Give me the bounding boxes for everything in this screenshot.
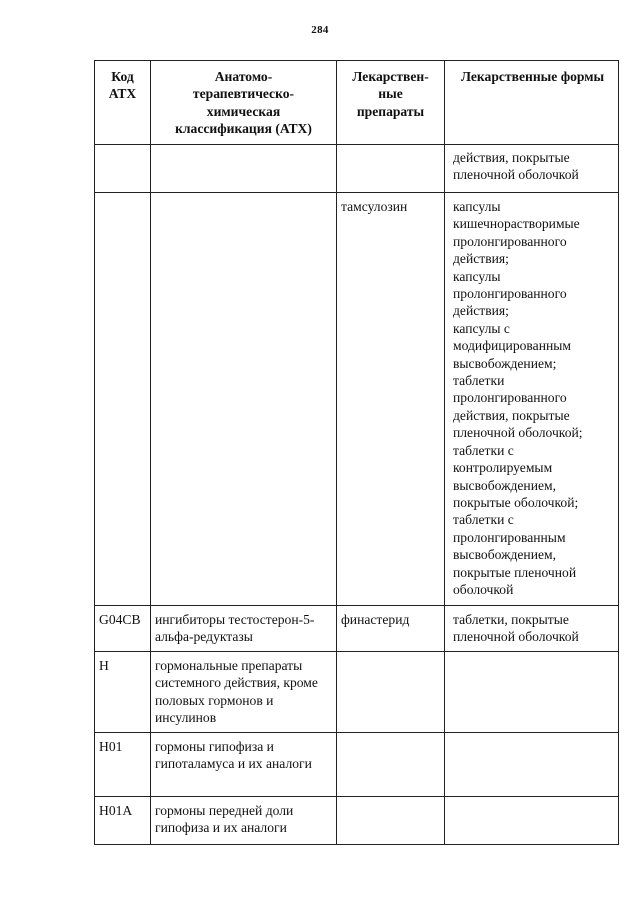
header-forms: Лекарственные формы <box>445 61 619 145</box>
cell-code <box>95 145 151 193</box>
table-row <box>95 733 619 797</box>
cell-drug <box>337 145 445 193</box>
cell-drug: тамсулозин <box>337 193 445 606</box>
page-number: 284 <box>311 24 329 36</box>
cell-code: H01 <box>95 733 151 797</box>
cell-forms <box>445 733 619 797</box>
header-classification: Анатомо-терапевтическо-химическая классификация (АТХ) <box>151 61 337 145</box>
table-row <box>95 797 619 845</box>
cell-drug <box>337 652 445 733</box>
cell-classification: ингибиторы тестостерон-5-альфа-редуктазы <box>151 606 337 652</box>
table-row <box>95 652 619 733</box>
cell-drug <box>337 733 445 797</box>
cell-forms <box>445 652 619 733</box>
cell-classification <box>151 145 337 193</box>
header-drugs: Лекарствен-ные препараты <box>337 61 445 145</box>
cell-code: H01A <box>95 797 151 845</box>
cell-forms: таблетки, покрытые пленочной оболочкой <box>445 606 619 652</box>
cell-drug <box>337 797 445 845</box>
cell-drug: финастерид <box>337 606 445 652</box>
cell-classification: гормоны гипофиза и гипоталамуса и их аналоги <box>151 733 337 797</box>
cell-classification <box>151 193 337 606</box>
cell-forms: капсулы кишечнорастворимые пролонгированного действия; капсулы пролонгированного действия; капсулы с модифицированным высвобождением; таблетки пролонгированного действия, покрытые пленочной оболочкой; таблетки с контролируемым высвобождением, покрытые оболочкой; таблетки с пролонгированным высвобождением, покрытые пленочной оболочкой <box>445 193 619 606</box>
cell-code: G04CB <box>95 606 151 652</box>
table-row <box>95 145 619 193</box>
table-header-row <box>95 61 619 145</box>
cell-code: H <box>95 652 151 733</box>
table-row <box>95 606 619 652</box>
table-row <box>95 193 619 606</box>
cell-code <box>95 193 151 606</box>
cell-forms <box>445 797 619 845</box>
header-code: Код АТХ <box>95 61 151 145</box>
atc-drug-table <box>94 60 619 845</box>
cell-classification: гормональные препараты системного действия, кроме половых гормонов и инсулинов <box>151 652 337 733</box>
cell-forms: действия, покрытые пленочной оболочкой <box>445 145 619 193</box>
cell-classification: гормоны передней доли гипофиза и их аналоги <box>151 797 337 845</box>
